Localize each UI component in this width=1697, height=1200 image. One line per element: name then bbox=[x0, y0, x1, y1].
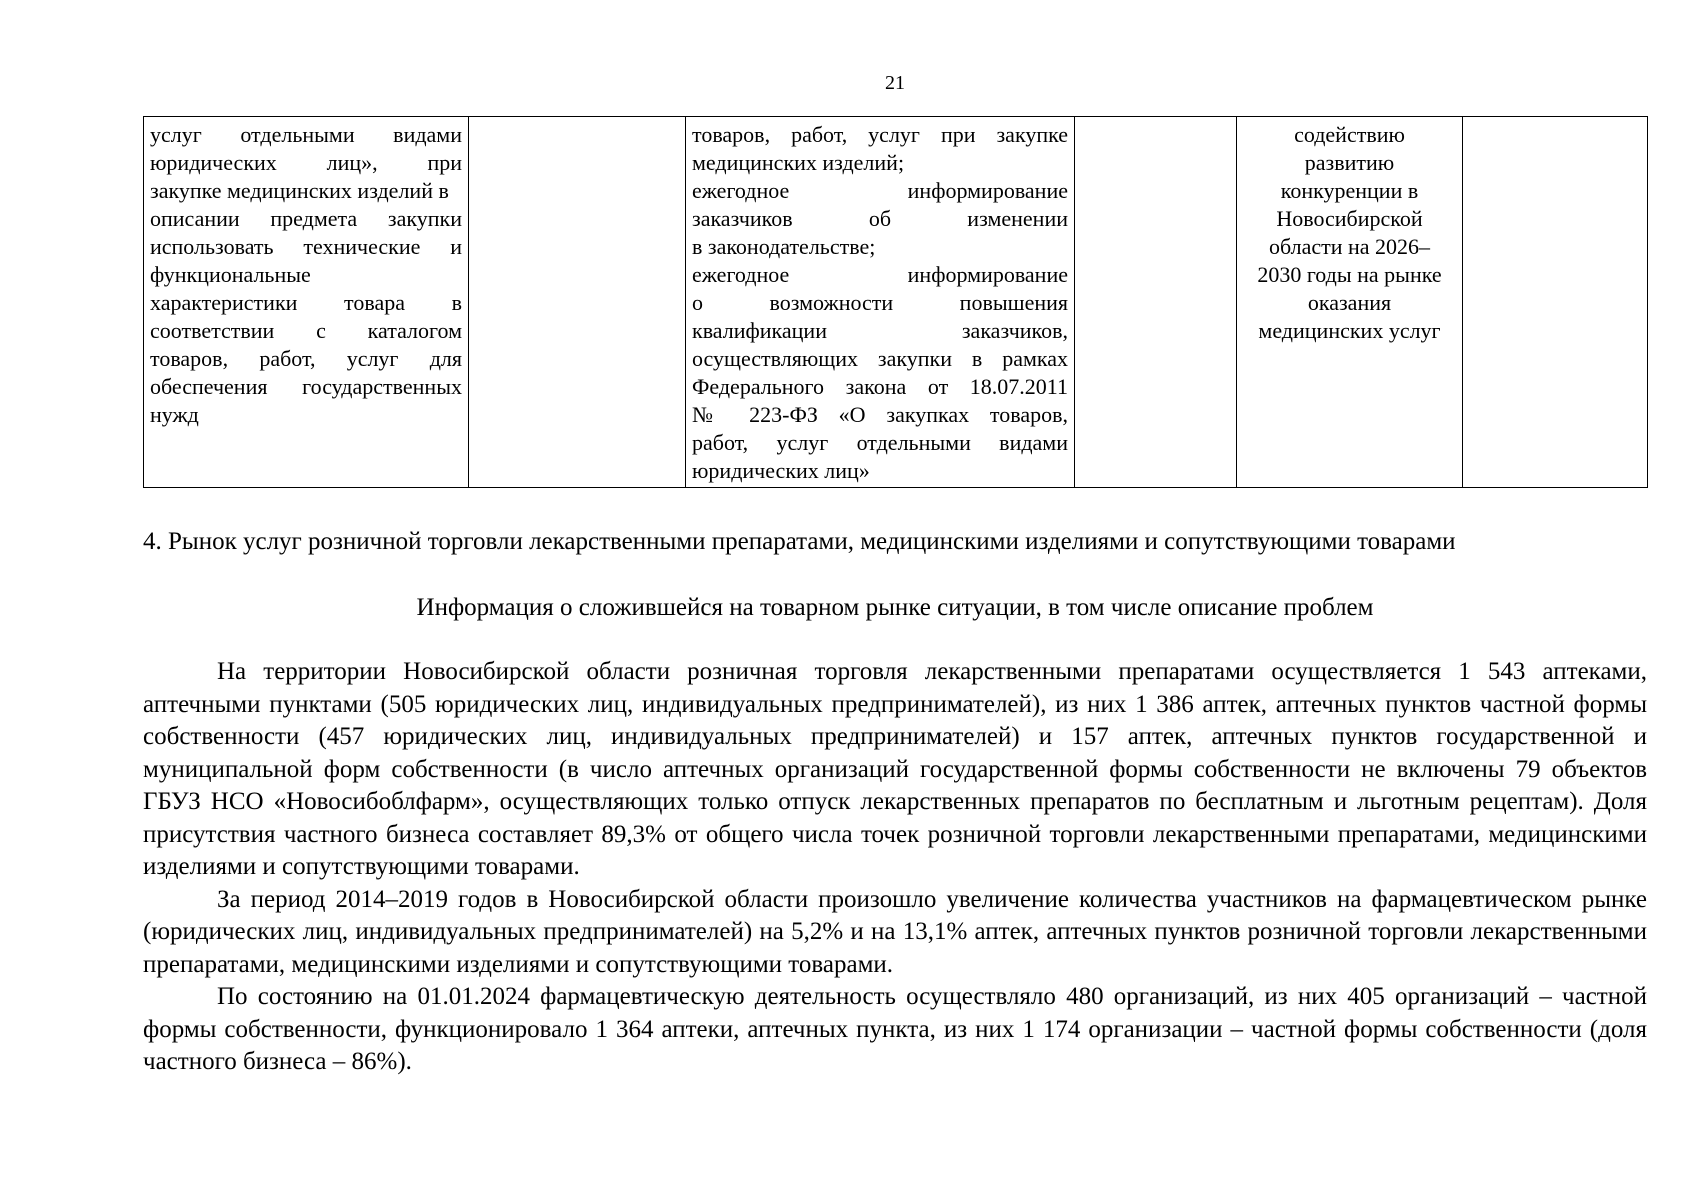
table-cell-empty bbox=[1075, 117, 1237, 488]
cell-line: юридических лиц», при bbox=[150, 150, 462, 175]
table-row bbox=[144, 117, 1648, 488]
cell-line: товаров, работ, услуг для bbox=[150, 346, 462, 371]
cell-line: соответствии с каталогом bbox=[150, 318, 462, 343]
cell-line: в законодательстве; bbox=[692, 234, 876, 259]
cell-line: нужд bbox=[150, 402, 199, 427]
cell-line: обеспечения государственных bbox=[150, 374, 462, 399]
cell-line: квалификации заказчиков, bbox=[692, 318, 1068, 343]
cell-line: юридических лиц» bbox=[692, 458, 870, 483]
cell-line: работ, услуг отдельными видами bbox=[692, 430, 1068, 455]
cell-line: 2030 годы на рынке bbox=[1257, 262, 1442, 287]
table-cell-empty bbox=[469, 117, 686, 488]
cell-line: конкуренции в bbox=[1280, 178, 1419, 203]
cell-line: характеристики товара в bbox=[150, 290, 462, 315]
paragraph: По состоянию на 01.01.2024 фармацевтическую деятельность осуществляло 480 организаций, из них 405 организаций – частной формы собственности, функционировало 1 364 аптеки, аптечных пункта, из них 1 174 организации – частной формы собственности (доля частного бизнеса – 86%). bbox=[143, 983, 1647, 1075]
body-text bbox=[143, 656, 1647, 1079]
page-number: 21 bbox=[885, 72, 905, 94]
cell-line: описании предмета закупки bbox=[150, 206, 462, 231]
cell-line: Новосибирской bbox=[1276, 206, 1423, 231]
section-heading: 4. Рынок услуг розничной торговли лекарственными препаратами, медицинскими изделиями и сопутствующими товарами bbox=[143, 528, 1456, 555]
continued-table bbox=[143, 116, 1648, 488]
cell-line: товаров, работ, услуг при закупке bbox=[692, 122, 1068, 147]
cell-line: осуществляющих закупки в рамках bbox=[692, 346, 1068, 371]
cell-line: закупке медицинских изделий в bbox=[150, 178, 449, 203]
cell-line: медицинских услуг bbox=[1258, 318, 1441, 343]
cell-line: функциональные bbox=[150, 262, 311, 287]
sub-heading: Информация о сложившейся на товарном рынке ситуации, в том числе описание проблем bbox=[416, 594, 1374, 621]
cell-line: № 223-ФЗ «О закупках товаров, bbox=[692, 402, 1068, 427]
cell-line: заказчиков об изменении bbox=[692, 206, 1068, 231]
table-cell-measure bbox=[144, 117, 469, 488]
cell-line: о возможности повышения bbox=[692, 290, 1068, 315]
cell-line: развитию bbox=[1304, 150, 1395, 175]
cell-line: медицинских изделий; bbox=[692, 150, 905, 175]
table-cell-actions bbox=[686, 117, 1075, 488]
paragraph: За период 2014–2019 годов в Новосибирской области произошло увеличение количества участников на фармацевтическом рынке (юридических лиц, индивидуальных предпринимателей) на 5,2% и на 13,1% аптек, аптечных пунктов розничной торговли лекарственными препаратами, медицинскими изделиями и сопутствующими товарами. bbox=[143, 885, 1647, 978]
cell-line: оказания bbox=[1307, 290, 1392, 315]
cell-line: ежегодное информирование bbox=[692, 262, 1068, 287]
cell-line: услуг отдельными видами bbox=[150, 122, 462, 147]
paragraph: На территории Новосибирской области розничная торговля лекарственными препаратами осуществляется 1 543 аптеками, аптечными пунктами (505 юридических лиц, индивидуальных предпринимателей), из них 1 386 аптек, аптечных пунктов частной формы собственности (457 юридических лиц, индивидуальных предпринимателей) и 157 аптек, аптечных пунктов государственной и муниципальной форм собственности (в число аптечных организаций государственной формы собственности не включены 79 объектов ГБУЗ НСО «Новосибоблфарм», осуществляющих только отпуск лекарственных препаратов по бесплатным и льготным рецептам). Доля присутствия частного бизнеса составляет 89,3% от общего числа точек розничной торговли лекарственными препаратами, медицинскими изделиями и сопутствующими товарами. bbox=[143, 658, 1647, 880]
table-cell-document bbox=[1237, 117, 1463, 488]
cell-line: области на 2026– bbox=[1268, 234, 1431, 259]
cell-line: содействию bbox=[1294, 122, 1405, 147]
cell-line: ежегодное информирование bbox=[692, 178, 1068, 203]
table-cell-empty bbox=[1463, 117, 1648, 488]
cell-line: использовать технические и bbox=[150, 234, 462, 259]
cell-line: Федерального закона от 18.07.2011 bbox=[692, 374, 1068, 399]
